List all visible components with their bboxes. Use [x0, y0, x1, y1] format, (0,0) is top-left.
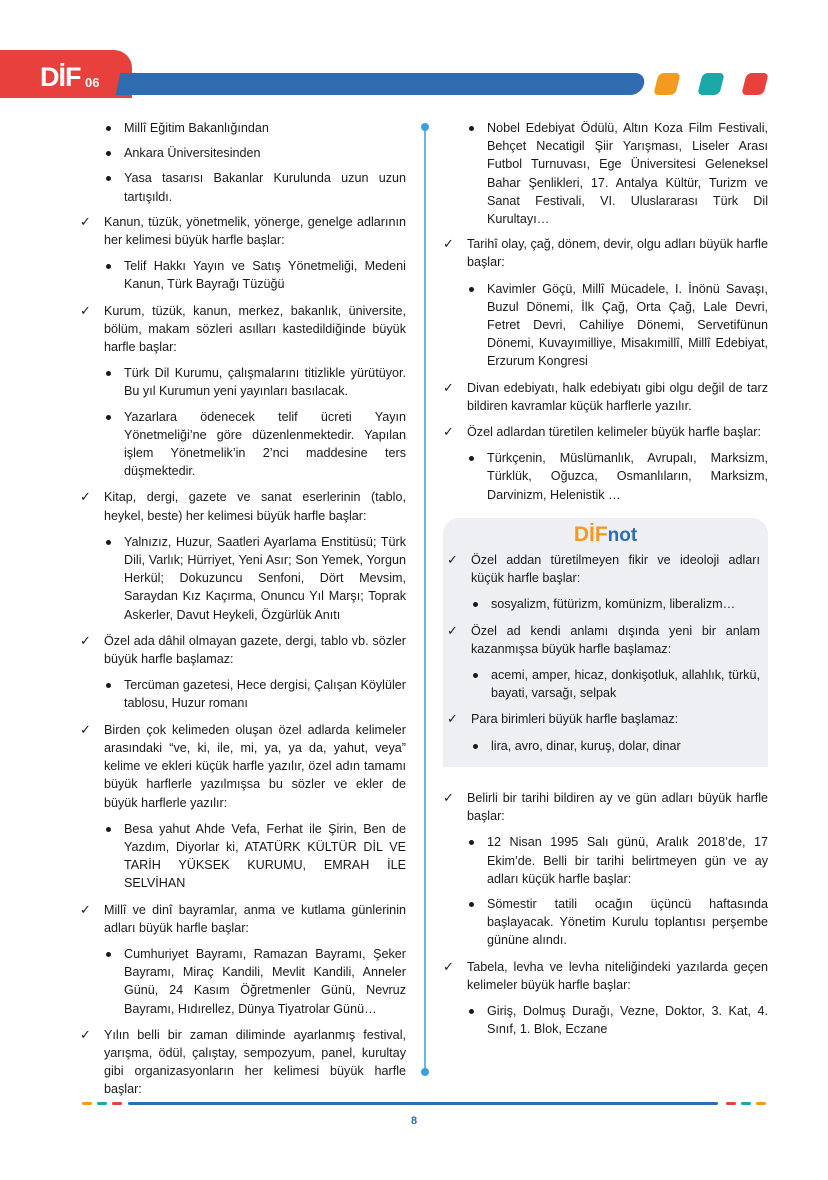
footer-dash-teal-right [741, 1102, 751, 1105]
rule-text: Kitap, dergi, gazete ve sanat eserlerinin (tablo, heykel, beste) her kelimesi büyük harfle başlar: [104, 490, 406, 523]
check-icon: ✓ [80, 721, 91, 737]
rule-text: Özel adlardan türetilen kelimeler büyük harfle başlar: [467, 425, 762, 440]
check-icon: ✓ [447, 622, 458, 638]
footer-dash-orange-right [756, 1102, 766, 1105]
example-item: Sömestir tatili ocağın üçüncü haftasında başlayacak. Yönetim Kurulu toplantısı perşembe gününe alındı. [467, 895, 768, 950]
example-item: Giriş, Dolmuş Durağı, Vezne, Doktor, 3. Kat, 4. Sınıf, 1. Blok, Eczane [467, 1002, 768, 1038]
left-top-list [80, 119, 406, 206]
check-icon: ✓ [80, 213, 91, 229]
example-item: 12 Nisan 1995 Salı günü, Aralık 2018’de, 17 Ekim’de. Belli bir tarihi belirtmeyen gün ve ay adları küçük harfle başlar: [467, 833, 768, 888]
left-column [80, 119, 406, 1107]
example-item: Cumhuriyet Bayramı, Ramazan Bayramı, Şeker Bayramı, Miraç Kandili, Mevlit Kandili, Anneler Günü, 24 Kasım Öğretmenler Günü, Nevruz Bayramı, Hıdırellez, Dünya Tiyatrolar Günü… [104, 945, 406, 1018]
rule-text: Tabela, levha ve levha niteliğindeki yazılarda geçen kelimeler büyük harfle başlar: [467, 959, 768, 992]
page-header [0, 0, 828, 110]
rule-text: Özel addan türetilmeyen fikir ve ideoloji adları küçük harfle başlar: [471, 553, 760, 586]
rule-item [80, 632, 406, 713]
rule-text: Millî ve dinî bayramlar, anma ve kutlama günlerinin adları büyük harfle başlar: [104, 902, 406, 935]
example-item: Besa yahut Ahde Vefa, Ferhat ile Şirin, Ben de Yazdım, Diyorlar ki, ATATÜRK KÜLTÜR DİL VE TARİH YÜKSEK KURUMU, EMRAH İLE SELVİHAN [104, 820, 406, 893]
right-top-list [443, 119, 768, 228]
rule-text: Belirli bir tarihi bildiren ay ve gün adları büyük harfle başlar: [467, 790, 768, 824]
rule-item [443, 958, 768, 1039]
footer-dash-teal [97, 1102, 107, 1105]
example-item: Telif Hakkı Yayın ve Satış Yönetmeliği, Medeni Kanun, Türk Bayrağı Tüzüğü [104, 257, 406, 293]
note-title [443, 522, 768, 546]
rule-item [443, 789, 768, 950]
rule-text: Para birimleri büyük harfle başlamaz: [471, 712, 679, 727]
check-icon: ✓ [80, 302, 91, 318]
rule-item [80, 213, 406, 294]
list-item: Yasa tasarısı Bakanlar Kurulunda uzun uzun tartışıldı. [104, 169, 406, 205]
example-item: lira, avro, dinar, kuruş, dolar, dinar [471, 737, 760, 755]
rule-item [443, 423, 768, 504]
note-rule-item [443, 710, 768, 754]
example-item: Yazarlara ödenecek telif ücreti Yayın Yönetmeliği’ne göre düzenlenmektedir. Yapılan işlem Yönetmelik’in 2’nci maddesine ters düşmektedir. [104, 408, 406, 481]
decor-teal [697, 73, 724, 95]
rule-item [80, 1026, 406, 1099]
check-icon: ✓ [443, 236, 454, 252]
decor-red [741, 73, 768, 95]
divider-dot-top [421, 123, 429, 131]
note-rule-item [443, 622, 768, 703]
note-rule-item [443, 551, 768, 614]
check-icon: ✓ [443, 379, 454, 395]
note-title-suffix: not [607, 524, 638, 546]
rule-text: Kanun, tüzük, yönetmelik, yönerge, genelge adlarının her kelimesi büyük harfle başlar: [104, 214, 406, 248]
check-icon: ✓ [80, 632, 91, 648]
rule-text: Tarihî olay, çağ, dönem, devir, olgu adları büyük harfle başlar: [467, 237, 768, 270]
footer-dash-red-right [726, 1102, 736, 1105]
right-column [443, 119, 768, 1046]
rule-text: Birden çok kelimeden oluşan özel adlarda kelimeler arasındaki “ve, ki, ile, mi, ya, ya da, yahut, veya” kelime ve ekleri küçük harfle yazılır, özel adın tamamı büyük harflerle yazılmışsa bu sözler ve ekler de büyük harflerle yazılır: [104, 722, 406, 810]
rule-item [80, 302, 406, 481]
check-icon: ✓ [443, 789, 454, 805]
rule-text: Divan edebiyatı, halk edebiyatı gibi olgu değil de tarz bildiren kavramlar küçük harflerle yazılır. [467, 380, 768, 413]
rule-item [80, 721, 406, 893]
rule-item [80, 488, 406, 623]
divider-dot-bottom [421, 1068, 429, 1076]
column-divider [424, 126, 426, 1072]
dif-note-box [443, 518, 768, 767]
rule-text: Yılın belli bir zaman diliminde ayarlanmış festival, yarışma, ödül, çalıştay, sempozyum, panel, kurultay gibi organizasyonların her kelimesi büyük harfle başlar: [104, 1027, 406, 1097]
example-item: Türkçenin, Müslümanlık, Avrupalı, Marksizm, Türklük, Oğuzca, Osmanlıların, Marksizm, Darvinizm, Helenistik … [467, 449, 768, 504]
example-item: Türk Dil Kurumu, çalışmalarını titizlikle yürütüyor. Bu yıl Kurumun yeni yayınları basılacak. [104, 364, 406, 400]
brand-logo: DİF [40, 62, 81, 92]
list-item: Millî Eğitim Bakanlığından [104, 119, 406, 137]
check-icon: ✓ [447, 552, 458, 568]
rule-text: Özel ad kendi anlamı dışında yeni bir anlam kazanmışsa büyük harfle başlamaz: [471, 623, 760, 656]
example-item: sosyalizm, fütürizm, komünizm, liberalizm… [471, 595, 760, 613]
check-icon: ✓ [443, 958, 454, 974]
rule-text: Kurum, tüzük, kanun, merkez, bakanlık, üniversite, bölüm, makam sözleri asılları kastedildiğinde büyük harfle başlar: [104, 303, 406, 355]
example-item: Yalnızız, Huzur, Saatleri Ayarlama Enstitüsü; Türk Dili, Varlık; Hürriyet, Yeni Asır; Son Yemek, Yorgun Herkül; Dokuzuncu Senfoni, Dört Mevsim, Saraydan Kız Kaçırma, Onuncu Yıl Marşı; Toprak Askerler, Davut Heykeli, Özgürlük Anıtı [104, 533, 406, 624]
note-title-brand: DİF [573, 522, 608, 546]
check-icon: ✓ [447, 711, 458, 727]
example-item: acemi, amper, hicaz, donkişotluk, allahlık, türkü, bayati, varsağı, selpak [471, 666, 760, 702]
header-bar [116, 73, 647, 95]
check-icon: ✓ [80, 489, 91, 505]
rule-item [443, 235, 768, 370]
footer-line [128, 1102, 718, 1105]
example-item: Kavimler Göçü, Millî Mücadele, I. İnönü Savaşı, Buzul Dönemi, İlk Çağ, Orta Çağ, Lale Devri, Fetret Devri, Cahiliye Dönemi, Servetifünun Dönemi, Kuvayımilliye, Misakımillî, Millî Edebiyat, Erzurum Kongresi [467, 280, 768, 371]
list-item: Nobel Edebiyat Ödülü, Altın Koza Film Festivali, Behçet Necatigil Şiir Yarışması, Liseler Arası Futbol Turnuvası, Ege Üniversitesi Geleneksel Bahar Şenlikleri, 17. Antalya Kültür, Turizm ve Sanat Festivali, VI. Uluslararası Türk Dil Kurultayı… [467, 119, 768, 228]
page-number: 8 [410, 1115, 418, 1127]
footer-dash-red [112, 1102, 122, 1105]
decor-orange [653, 73, 680, 95]
rule-item [80, 901, 406, 1018]
check-icon: ✓ [80, 901, 91, 917]
rule-item [443, 379, 768, 415]
unit-number: 06 [85, 75, 100, 90]
example-item: Tercüman gazetesi, Hece dergisi, Çalışan Köylüler tablosu, Huzur romanı [104, 676, 406, 712]
rule-text: Özel ada dâhil olmayan gazete, dergi, tablo vb. sözler büyük harfle başlamaz: [104, 633, 406, 667]
footer-dash-orange [82, 1102, 92, 1105]
check-icon: ✓ [443, 424, 454, 440]
check-icon: ✓ [80, 1026, 91, 1042]
page-footer [0, 1098, 828, 1138]
list-item: Ankara Üniversitesinden [104, 144, 406, 162]
